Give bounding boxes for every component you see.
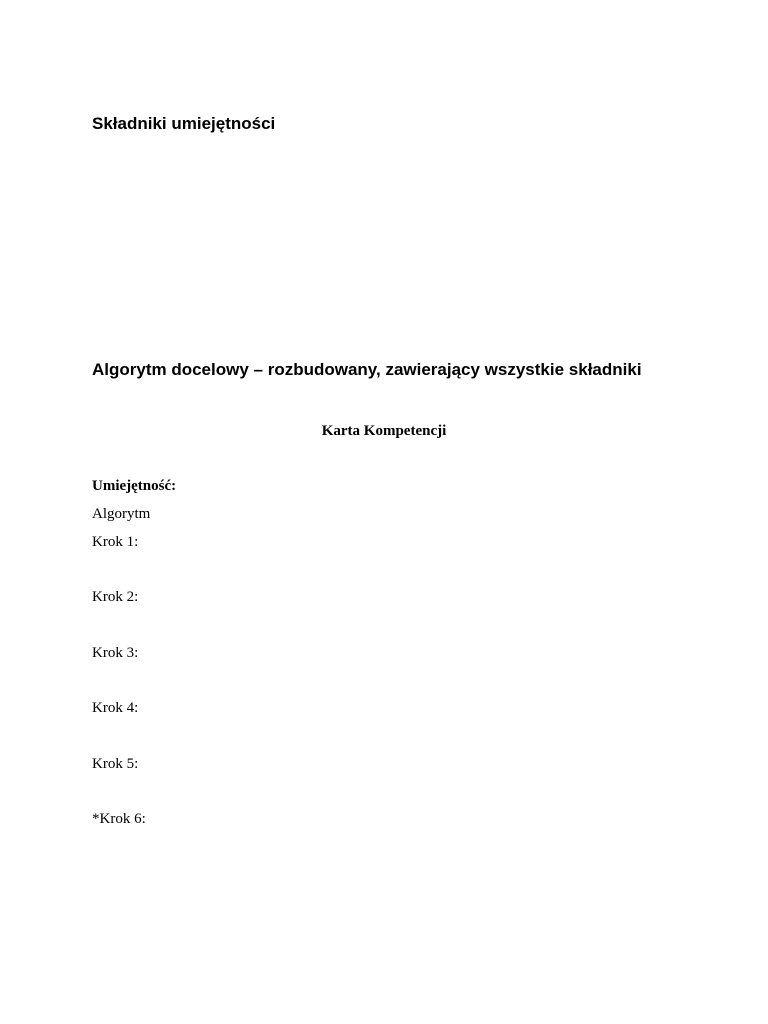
- algorithm-label: Algorytm: [92, 506, 151, 522]
- card-title: Karta Kompetencji: [321, 423, 447, 439]
- step-1-label: Krok 1:: [92, 534, 139, 550]
- step-5-label: Krok 5:: [92, 756, 139, 772]
- step-4-label: Krok 4:: [92, 700, 139, 716]
- components-heading: Składniki umiejętności: [92, 114, 276, 133]
- step-3-label: Krok 3:: [92, 645, 139, 661]
- algorithm-heading: Algorytm docelowy – rozbudowany, zawierający wszystkie składniki: [92, 360, 642, 379]
- step-6-label: *Krok 6:: [92, 811, 146, 827]
- skill-label: Umiejętność:: [92, 478, 177, 494]
- step-2-label: Krok 2:: [92, 589, 139, 605]
